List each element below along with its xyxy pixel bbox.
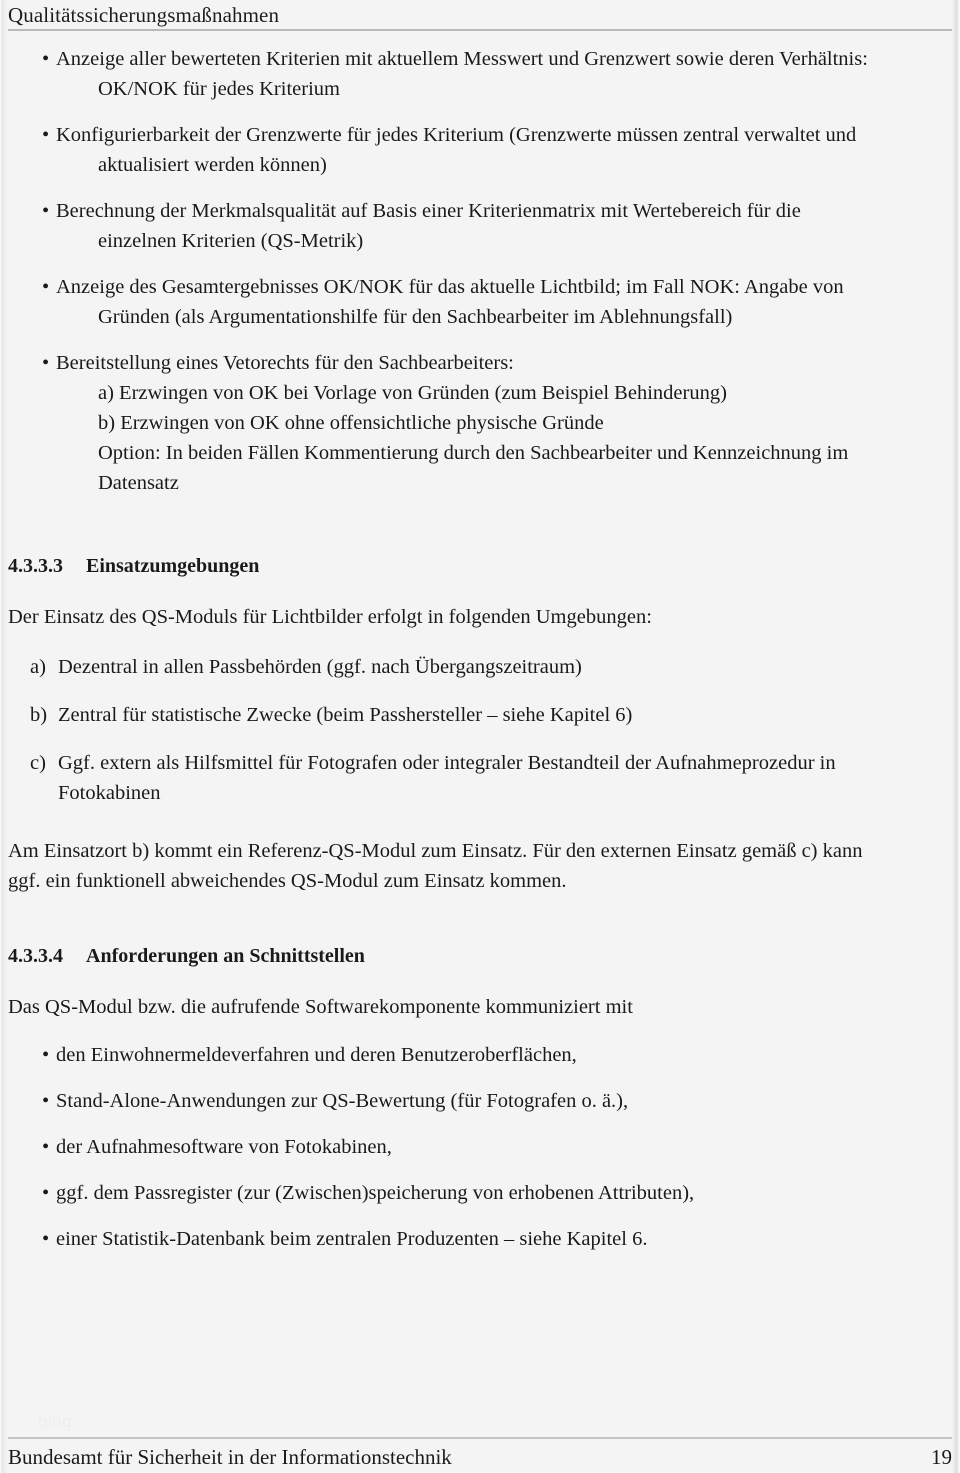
list-item — [8, 652, 952, 682]
running-header — [8, 2, 952, 31]
veto-sub-item-a: a) Erzwingen von OK bei Vorlage von Gründen (zum Beispiel Behinderung) — [98, 382, 727, 404]
list-item-text-cont: aktualisiert werden können) — [98, 154, 327, 176]
header-divider — [8, 29, 952, 31]
watermark-text: blog — [38, 1412, 73, 1431]
section-334-intro: Das QS-Modul bzw. die aufrufende Softwarekomponente kommuniziert mit — [8, 996, 633, 1018]
list-item — [8, 44, 952, 104]
bullet-dot-icon: • — [42, 352, 50, 374]
list-marker: c) — [30, 752, 46, 774]
requirements-bullet-list — [8, 44, 952, 498]
list-item — [8, 700, 952, 730]
list-item — [8, 1224, 952, 1254]
list-item-text: Ggf. extern als Hilfsmittel für Fotografen oder integraler Bestandteil der Aufnahmeprozedur in — [58, 752, 836, 774]
list-item-text: der Aufnahmesoftware von Fotokabinen, — [56, 1136, 392, 1158]
list-item-text-cont: Gründen (als Argumentationshilfe für den Sachbearbeiter im Ablehnungsfall) — [98, 306, 733, 328]
veto-option-line-1: Option: In beiden Fällen Kommentierung durch den Sachbearbeiter und Kennzeichnung im — [98, 442, 849, 464]
list-item-text: ggf. dem Passregister (zur (Zwischen)speicherung von erhobenen Attributen), — [56, 1182, 695, 1204]
bullet-dot-icon: • — [42, 48, 50, 70]
list-item — [8, 196, 952, 256]
bullet-dot-icon: • — [42, 1044, 50, 1066]
section-heading-4-3-3-3 — [8, 552, 952, 580]
section-title: Einsatzumgebungen — [86, 555, 260, 577]
list-item-text: Berechnung der Merkmalsqualität auf Basis einer Kriterienmatrix mit Wertebereich für die — [56, 200, 801, 222]
veto-sub-item-b: b) Erzwingen von OK ohne offensichtliche physische Gründe — [98, 412, 604, 434]
einsatzumgebungen-list — [8, 652, 952, 808]
list-item — [8, 272, 952, 332]
list-item — [8, 1132, 952, 1162]
page-footer — [8, 1443, 952, 1471]
bullet-dot-icon: • — [42, 124, 50, 146]
list-item-text: Bereitstellung eines Vetorechts für den Sachbearbeiters: — [56, 352, 514, 374]
bullet-dot-icon: • — [42, 276, 50, 298]
list-item-text-cont: einzelnen Kriterien (QS-Metrik) — [98, 230, 364, 252]
list-item — [8, 1178, 952, 1208]
bullet-dot-icon: • — [42, 200, 50, 222]
section-333-intro: Der Einsatz des QS-Moduls für Lichtbilder erfolgt in folgenden Umgebungen: — [8, 606, 652, 628]
bullet-dot-icon: • — [42, 1182, 50, 1204]
veto-option-line-2: Datensatz — [98, 472, 179, 494]
footer-organization: Bundesamt für Sicherheit in der Informationstechnik — [8, 1445, 452, 1469]
list-marker: b) — [30, 704, 48, 726]
schnittstellen-bullet-list — [8, 1040, 952, 1254]
bullet-dot-icon: • — [42, 1136, 50, 1158]
section-heading-4-3-3-4 — [8, 942, 952, 970]
list-marker: a) — [30, 656, 46, 678]
list-item — [8, 1086, 952, 1116]
list-item-text: Zentral für statistische Zwecke (beim Passhersteller – siehe Kapitel 6) — [58, 704, 633, 726]
list-item-text: Stand-Alone-Anwendungen zur QS-Bewertung (für Fotografen o. ä.), — [56, 1090, 629, 1112]
list-item-text: den Einwohnermeldeverfahren und deren Benutzeroberflächen, — [56, 1044, 577, 1066]
list-item-text: einer Statistik-Datenbank beim zentralen Produzenten – siehe Kapitel 6. — [56, 1228, 648, 1250]
page-number: 19 — [931, 1445, 952, 1469]
scan-edge-right — [952, 0, 960, 1473]
bullet-dot-icon: • — [42, 1090, 50, 1112]
list-item-text: Anzeige des Gesamtergebnisses OK/NOK für das aktuelle Lichtbild; im Fall NOK: Angabe von — [56, 276, 844, 298]
scan-edge-left — [0, 0, 6, 1473]
footer-divider — [8, 1437, 952, 1439]
section-number: 4.3.3.4 — [8, 945, 63, 967]
list-item-veto — [8, 348, 952, 498]
bullet-dot-icon: • — [42, 1228, 50, 1250]
section-number: 4.3.3.3 — [8, 555, 63, 577]
list-item-text-cont: Fotokabinen — [58, 782, 161, 804]
list-item-text: Dezentral in allen Passbehörden (ggf. nach Übergangszeitraum) — [58, 656, 582, 678]
section-333-closing-line-2: ggf. ein funktionell abweichendes QS-Modul zum Einsatz kommen. — [8, 870, 567, 892]
list-item — [8, 120, 952, 180]
list-item-text: Anzeige aller bewerteten Kriterien mit aktuellem Messwert und Grenzwert sowie deren Verhältnis: — [56, 48, 868, 70]
page-content — [8, 44, 952, 1270]
list-item-text-cont: OK/NOK für jedes Kriterium — [98, 78, 340, 100]
section-333-closing-line-1: Am Einsatzort b) kommt ein Referenz-QS-Modul zum Einsatz. Für den externen Einsatz gemäß c) kann — [8, 840, 863, 862]
section-title: Anforderungen an Schnittstellen — [86, 945, 365, 967]
list-item-text: Konfigurierbarkeit der Grenzwerte für jedes Kriterium (Grenzwerte müssen zentral verwaltet und — [56, 124, 857, 146]
list-item — [8, 748, 952, 808]
list-item — [8, 1040, 952, 1070]
header-title: Qualitätssicherungsmaßnahmen — [8, 3, 280, 27]
